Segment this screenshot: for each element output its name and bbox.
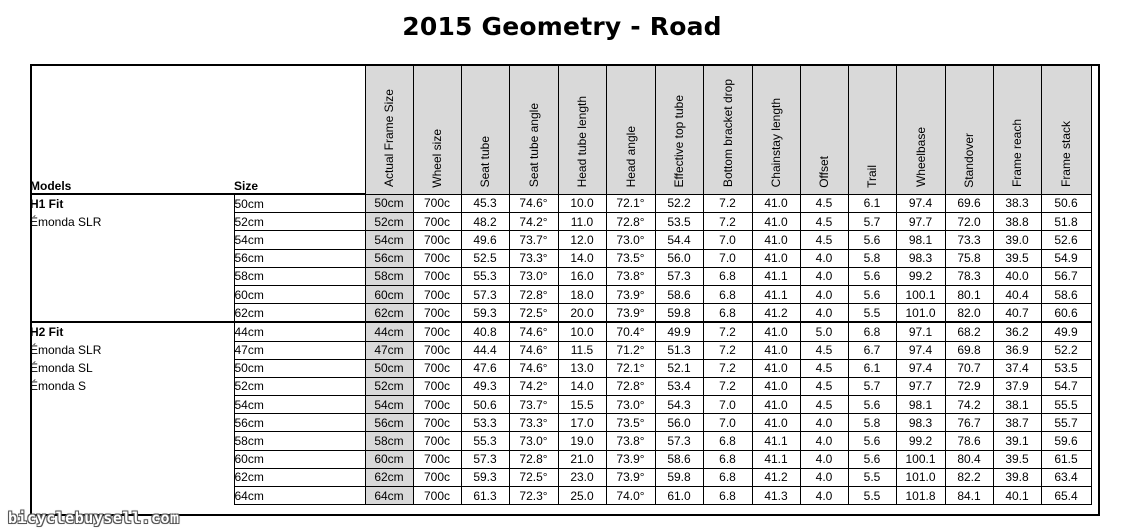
value-cell: 15.5 xyxy=(558,396,606,414)
value-cell: 6.8 xyxy=(703,487,752,505)
value-cell: 20.0 xyxy=(558,304,606,323)
value-cell: 5.6 xyxy=(848,267,896,285)
value-cell: 700c xyxy=(413,267,461,285)
value-cell: 98.3 xyxy=(896,249,945,267)
value-cell: 72.5° xyxy=(509,468,558,486)
value-cell: 72.8° xyxy=(606,377,655,395)
value-cell: 4.5 xyxy=(800,194,848,213)
value-cell: 4.0 xyxy=(800,432,848,450)
column-header-label: Actual Frame Size xyxy=(382,89,396,188)
value-cell: 49.3 xyxy=(461,377,509,395)
size-cell: 56cm xyxy=(234,414,365,432)
value-cell: 41.0 xyxy=(752,359,800,377)
size-cell: 60cm xyxy=(234,450,365,468)
value-cell: 53.5 xyxy=(655,213,703,231)
value-cell: 82.2 xyxy=(945,468,993,486)
value-cell: 73.0° xyxy=(606,231,655,249)
value-cell: 6.8 xyxy=(703,304,752,323)
value-cell: 74.0° xyxy=(606,487,655,505)
value-cell: 37.4 xyxy=(993,359,1041,377)
value-cell: 68.2 xyxy=(945,322,993,341)
size-cell: 54cm xyxy=(234,231,365,249)
value-cell: 70.7 xyxy=(945,359,993,377)
value-cell: 700c xyxy=(413,231,461,249)
column-header-label: Effective top tube xyxy=(672,94,686,188)
value-cell: 74.2° xyxy=(509,213,558,231)
value-cell: 700c xyxy=(413,450,461,468)
value-cell: 70.4° xyxy=(606,322,655,341)
value-cell: 41.0 xyxy=(752,414,800,432)
column-header-label: Seat tube xyxy=(478,136,492,188)
value-cell: 82.0 xyxy=(945,304,993,323)
value-cell: 7.2 xyxy=(703,341,752,359)
page-title: 2015 Geometry - Road xyxy=(402,12,722,41)
value-cell: 700c xyxy=(413,396,461,414)
value-cell: 4.0 xyxy=(800,487,848,505)
value-cell: 99.2 xyxy=(896,267,945,285)
value-cell: 63.4 xyxy=(1041,468,1091,486)
value-cell: 98.1 xyxy=(896,396,945,414)
size-cell: 50cm xyxy=(234,194,365,213)
value-cell: 69.8 xyxy=(945,341,993,359)
value-cell: 5.6 xyxy=(848,450,896,468)
value-cell: 78.3 xyxy=(945,267,993,285)
value-cell: 6.8 xyxy=(703,267,752,285)
value-cell: 41.0 xyxy=(752,194,800,213)
value-cell: 19.0 xyxy=(558,432,606,450)
value-cell: 73.9° xyxy=(606,304,655,323)
model-name: Émonda SL xyxy=(30,361,93,376)
value-cell: 4.0 xyxy=(800,249,848,267)
value-cell: 52.6 xyxy=(1041,231,1091,249)
value-cell: 700c xyxy=(413,377,461,395)
value-cell: 60cm xyxy=(365,450,413,468)
size-cell: 58cm xyxy=(234,267,365,285)
value-cell: 57.3 xyxy=(461,285,509,303)
value-cell: 700c xyxy=(413,304,461,323)
value-cell: 72.8° xyxy=(509,450,558,468)
value-cell: 39.5 xyxy=(993,450,1041,468)
value-cell: 51.8 xyxy=(1041,213,1091,231)
value-cell: 78.6 xyxy=(945,432,993,450)
value-cell: 65.4 xyxy=(1041,487,1091,505)
model-name: Émonda SLR xyxy=(30,343,102,358)
value-cell: 41.0 xyxy=(752,213,800,231)
value-cell: 5.5 xyxy=(848,487,896,505)
value-cell: 73.8° xyxy=(606,267,655,285)
value-cell: 37.9 xyxy=(993,377,1041,395)
value-cell: 58.6 xyxy=(655,285,703,303)
value-cell: 5.8 xyxy=(848,414,896,432)
value-cell: 5.6 xyxy=(848,432,896,450)
value-cell: 700c xyxy=(413,468,461,486)
value-cell: 74.6° xyxy=(509,194,558,213)
value-cell: 72.5° xyxy=(509,304,558,323)
value-cell: 54.3 xyxy=(655,396,703,414)
value-cell: 5.6 xyxy=(848,231,896,249)
value-cell: 38.3 xyxy=(993,194,1041,213)
value-cell: 47.6 xyxy=(461,359,509,377)
value-cell: 11.0 xyxy=(558,213,606,231)
value-cell: 69.6 xyxy=(945,194,993,213)
value-cell: 12.0 xyxy=(558,231,606,249)
size-header: Size xyxy=(234,64,365,194)
value-cell: 99.2 xyxy=(896,432,945,450)
value-cell: 41.1 xyxy=(752,285,800,303)
size-cell: 62cm xyxy=(234,304,365,323)
value-cell: 40.8 xyxy=(461,322,509,341)
value-cell: 44.4 xyxy=(461,341,509,359)
value-cell: 4.0 xyxy=(800,450,848,468)
value-cell: 100.1 xyxy=(896,285,945,303)
value-cell: 36.2 xyxy=(993,322,1041,341)
value-cell: 7.2 xyxy=(703,359,752,377)
size-cell: 44cm xyxy=(234,322,365,341)
value-cell: 40.1 xyxy=(993,487,1041,505)
value-cell: 56cm xyxy=(365,249,413,267)
value-cell: 14.0 xyxy=(558,249,606,267)
value-cell: 4.5 xyxy=(800,377,848,395)
value-cell: 62cm xyxy=(365,304,413,323)
value-cell: 4.0 xyxy=(800,285,848,303)
value-cell: 14.0 xyxy=(558,377,606,395)
value-cell: 51.3 xyxy=(655,341,703,359)
value-cell: 52.5 xyxy=(461,249,509,267)
column-header-label: Standover xyxy=(962,132,976,188)
value-cell: 7.0 xyxy=(703,231,752,249)
value-cell: 50cm xyxy=(365,359,413,377)
value-cell: 59.3 xyxy=(461,304,509,323)
value-cell: 39.0 xyxy=(993,231,1041,249)
value-cell: 41.2 xyxy=(752,468,800,486)
value-cell: 700c xyxy=(413,249,461,267)
value-cell: 52cm xyxy=(365,213,413,231)
value-cell: 13.0 xyxy=(558,359,606,377)
column-header-label: Frame reach xyxy=(1010,119,1024,188)
value-cell: 6.8 xyxy=(703,285,752,303)
value-cell: 49.9 xyxy=(1041,322,1091,341)
value-cell: 97.1 xyxy=(896,322,945,341)
column-header-label: Wheel size xyxy=(430,128,444,188)
value-cell: 7.2 xyxy=(703,377,752,395)
column-header-label: Offset xyxy=(817,155,831,188)
value-cell: 58.6 xyxy=(655,450,703,468)
value-cell: 97.7 xyxy=(896,377,945,395)
fit-label: H1 Fit xyxy=(30,196,64,211)
value-cell: 55.3 xyxy=(461,267,509,285)
value-cell: 4.5 xyxy=(800,396,848,414)
value-cell: 4.5 xyxy=(800,341,848,359)
value-cell: 73.7° xyxy=(509,396,558,414)
value-cell: 58.6 xyxy=(1041,285,1091,303)
value-cell: 38.8 xyxy=(993,213,1041,231)
value-cell: 40.4 xyxy=(993,285,1041,303)
value-cell: 16.0 xyxy=(558,267,606,285)
value-cell: 41.0 xyxy=(752,249,800,267)
value-cell: 11.5 xyxy=(558,341,606,359)
value-cell: 73.5° xyxy=(606,249,655,267)
value-cell: 72.8° xyxy=(606,213,655,231)
value-cell: 61.0 xyxy=(655,487,703,505)
value-cell: 4.0 xyxy=(800,468,848,486)
value-cell: 72.9 xyxy=(945,377,993,395)
value-cell: 54.9 xyxy=(1041,249,1091,267)
value-cell: 72.3° xyxy=(509,487,558,505)
value-cell: 73.5° xyxy=(606,414,655,432)
model-name: Émonda S xyxy=(30,379,87,394)
value-cell: 53.4 xyxy=(655,377,703,395)
value-cell: 700c xyxy=(413,322,461,341)
value-cell: 73.9° xyxy=(606,450,655,468)
size-cell: 52cm xyxy=(234,377,365,395)
value-cell: 75.8 xyxy=(945,249,993,267)
value-cell: 74.6° xyxy=(509,341,558,359)
value-cell: 4.5 xyxy=(800,359,848,377)
value-cell: 49.9 xyxy=(655,322,703,341)
column-header-label: Chainstay length xyxy=(769,98,783,188)
column-header-label: Trail xyxy=(865,164,879,188)
value-cell: 7.2 xyxy=(703,213,752,231)
value-cell: 41.0 xyxy=(752,377,800,395)
value-cell: 4.0 xyxy=(800,414,848,432)
value-cell: 4.5 xyxy=(800,213,848,231)
value-cell: 39.1 xyxy=(993,432,1041,450)
value-cell: 5.8 xyxy=(848,249,896,267)
column-header-label: Head angle xyxy=(623,126,638,188)
size-cell: 50cm xyxy=(234,359,365,377)
value-cell: 39.5 xyxy=(993,249,1041,267)
value-cell: 97.4 xyxy=(896,194,945,213)
value-cell: 53.5 xyxy=(1041,359,1091,377)
value-cell: 55.7 xyxy=(1041,414,1091,432)
value-cell: 60.6 xyxy=(1041,304,1091,323)
value-cell: 73.0° xyxy=(509,267,558,285)
column-header-label: Wheelbase xyxy=(913,127,928,188)
value-cell: 101.0 xyxy=(896,468,945,486)
value-cell: 73.9° xyxy=(606,285,655,303)
value-cell: 6.1 xyxy=(848,194,896,213)
value-cell: 100.1 xyxy=(896,450,945,468)
value-cell: 73.3 xyxy=(945,231,993,249)
value-cell: 73.7° xyxy=(509,231,558,249)
value-cell: 97.4 xyxy=(896,341,945,359)
value-cell: 700c xyxy=(413,213,461,231)
value-cell: 17.0 xyxy=(558,414,606,432)
value-cell: 7.2 xyxy=(703,194,752,213)
value-cell: 40.0 xyxy=(993,267,1041,285)
value-cell: 41.0 xyxy=(752,396,800,414)
value-cell: 47cm xyxy=(365,341,413,359)
watermark: bicyclebuysell.com xyxy=(8,509,180,527)
value-cell: 5.6 xyxy=(848,285,896,303)
value-cell: 57.3 xyxy=(461,450,509,468)
size-cell: 58cm xyxy=(234,432,365,450)
value-cell: 7.2 xyxy=(703,322,752,341)
value-cell: 62cm xyxy=(365,468,413,486)
value-cell: 59.8 xyxy=(655,468,703,486)
value-cell: 58cm xyxy=(365,267,413,285)
value-cell: 56cm xyxy=(365,414,413,432)
value-cell: 73.3° xyxy=(509,414,558,432)
value-cell: 700c xyxy=(413,341,461,359)
value-cell: 73.3° xyxy=(509,249,558,267)
value-cell: 50.6 xyxy=(1041,194,1091,213)
value-cell: 73.9° xyxy=(606,468,655,486)
value-cell: 6.8 xyxy=(703,432,752,450)
value-cell: 60cm xyxy=(365,285,413,303)
value-cell: 61.5 xyxy=(1041,450,1091,468)
value-cell: 56.0 xyxy=(655,249,703,267)
value-cell: 52cm xyxy=(365,377,413,395)
value-cell: 700c xyxy=(413,359,461,377)
value-cell: 36.9 xyxy=(993,341,1041,359)
value-cell: 101.0 xyxy=(896,304,945,323)
value-cell: 39.8 xyxy=(993,468,1041,486)
value-cell: 18.0 xyxy=(558,285,606,303)
value-cell: 50.6 xyxy=(461,396,509,414)
value-cell: 5.5 xyxy=(848,304,896,323)
value-cell: 6.7 xyxy=(848,341,896,359)
value-cell: 41.1 xyxy=(752,432,800,450)
value-cell: 80.4 xyxy=(945,450,993,468)
value-cell: 74.2 xyxy=(945,396,993,414)
value-cell: 700c xyxy=(413,285,461,303)
value-cell: 40.7 xyxy=(993,304,1041,323)
value-cell: 97.4 xyxy=(896,359,945,377)
value-cell: 64cm xyxy=(365,487,413,505)
size-cell: 64cm xyxy=(234,487,365,505)
value-cell: 56.7 xyxy=(1041,267,1091,285)
value-cell: 52.2 xyxy=(1041,341,1091,359)
value-cell: 7.0 xyxy=(703,396,752,414)
value-cell: 55.5 xyxy=(1041,396,1091,414)
value-cell: 55.3 xyxy=(461,432,509,450)
value-cell: 21.0 xyxy=(558,450,606,468)
value-cell: 5.6 xyxy=(848,396,896,414)
value-cell: 5.0 xyxy=(800,322,848,341)
value-cell: 25.0 xyxy=(558,487,606,505)
size-cell: 54cm xyxy=(234,396,365,414)
value-cell: 5.5 xyxy=(848,468,896,486)
value-cell: 59.8 xyxy=(655,304,703,323)
value-cell: 5.7 xyxy=(848,213,896,231)
value-cell: 6.1 xyxy=(848,359,896,377)
value-cell: 45.3 xyxy=(461,194,509,213)
column-header-label: Frame stack xyxy=(1059,121,1073,188)
value-cell: 38.1 xyxy=(993,396,1041,414)
value-cell: 10.0 xyxy=(558,322,606,341)
value-cell: 50cm xyxy=(365,194,413,213)
value-cell: 97.7 xyxy=(896,213,945,231)
value-cell: 6.8 xyxy=(848,322,896,341)
value-cell: 52.1 xyxy=(655,359,703,377)
value-cell: 54.7 xyxy=(1041,377,1091,395)
value-cell: 72.8° xyxy=(509,285,558,303)
models-header: Models xyxy=(30,64,234,194)
value-cell: 4.5 xyxy=(800,231,848,249)
size-cell: 56cm xyxy=(234,249,365,267)
value-cell: 41.0 xyxy=(752,231,800,249)
value-cell: 41.1 xyxy=(752,267,800,285)
value-cell: 76.7 xyxy=(945,414,993,432)
column-header-label: Bottom bracket drop xyxy=(720,79,735,188)
value-cell: 4.0 xyxy=(800,304,848,323)
value-cell: 54.4 xyxy=(655,231,703,249)
value-cell: 73.0° xyxy=(606,396,655,414)
value-cell: 700c xyxy=(413,414,461,432)
value-cell: 73.8° xyxy=(606,432,655,450)
value-cell: 4.0 xyxy=(800,267,848,285)
value-cell: 41.2 xyxy=(752,304,800,323)
value-cell: 41.0 xyxy=(752,341,800,359)
value-cell: 59.6 xyxy=(1041,432,1091,450)
value-cell: 5.7 xyxy=(848,377,896,395)
value-cell: 41.1 xyxy=(752,450,800,468)
value-cell: 6.8 xyxy=(703,468,752,486)
value-cell: 59.3 xyxy=(461,468,509,486)
value-cell: 74.2° xyxy=(509,377,558,395)
size-cell: 60cm xyxy=(234,285,365,303)
value-cell: 98.1 xyxy=(896,231,945,249)
value-cell: 74.6° xyxy=(509,359,558,377)
value-cell: 48.2 xyxy=(461,213,509,231)
value-cell: 49.6 xyxy=(461,231,509,249)
value-cell: 52.2 xyxy=(655,194,703,213)
value-cell: 72.1° xyxy=(606,194,655,213)
value-cell: 6.8 xyxy=(703,450,752,468)
value-cell: 7.0 xyxy=(703,414,752,432)
value-cell: 53.3 xyxy=(461,414,509,432)
value-cell: 74.6° xyxy=(509,322,558,341)
value-cell: 10.0 xyxy=(558,194,606,213)
value-cell: 84.1 xyxy=(945,487,993,505)
value-cell: 80.1 xyxy=(945,285,993,303)
value-cell: 58cm xyxy=(365,432,413,450)
value-cell: 72.1° xyxy=(606,359,655,377)
table-frame xyxy=(30,64,1100,516)
value-cell: 98.3 xyxy=(896,414,945,432)
value-cell: 700c xyxy=(413,487,461,505)
value-cell: 38.7 xyxy=(993,414,1041,432)
value-cell: 41.3 xyxy=(752,487,800,505)
value-cell: 7.0 xyxy=(703,249,752,267)
value-cell: 71.2° xyxy=(606,341,655,359)
value-cell: 56.0 xyxy=(655,414,703,432)
value-cell: 44cm xyxy=(365,322,413,341)
value-cell: 61.3 xyxy=(461,487,509,505)
fit-label: H2 Fit xyxy=(30,322,234,341)
size-cell: 52cm xyxy=(234,213,365,231)
value-cell: 57.3 xyxy=(655,432,703,450)
column-header-label: Seat tube angle xyxy=(526,103,541,188)
column-header-label: Head tube length xyxy=(575,96,589,188)
value-cell: 101.8 xyxy=(896,487,945,505)
size-cell: 47cm xyxy=(234,341,365,359)
value-cell: 23.0 xyxy=(558,468,606,486)
value-cell: 73.0° xyxy=(509,432,558,450)
size-cell: 62cm xyxy=(234,468,365,486)
model-name: Émonda SLR xyxy=(30,214,102,229)
value-cell: 57.3 xyxy=(655,267,703,285)
value-cell: 700c xyxy=(413,432,461,450)
value-cell: 700c xyxy=(413,194,461,213)
value-cell: 72.0 xyxy=(945,213,993,231)
value-cell: 54cm xyxy=(365,396,413,414)
value-cell: 41.0 xyxy=(752,322,800,341)
value-cell: 54cm xyxy=(365,231,413,249)
